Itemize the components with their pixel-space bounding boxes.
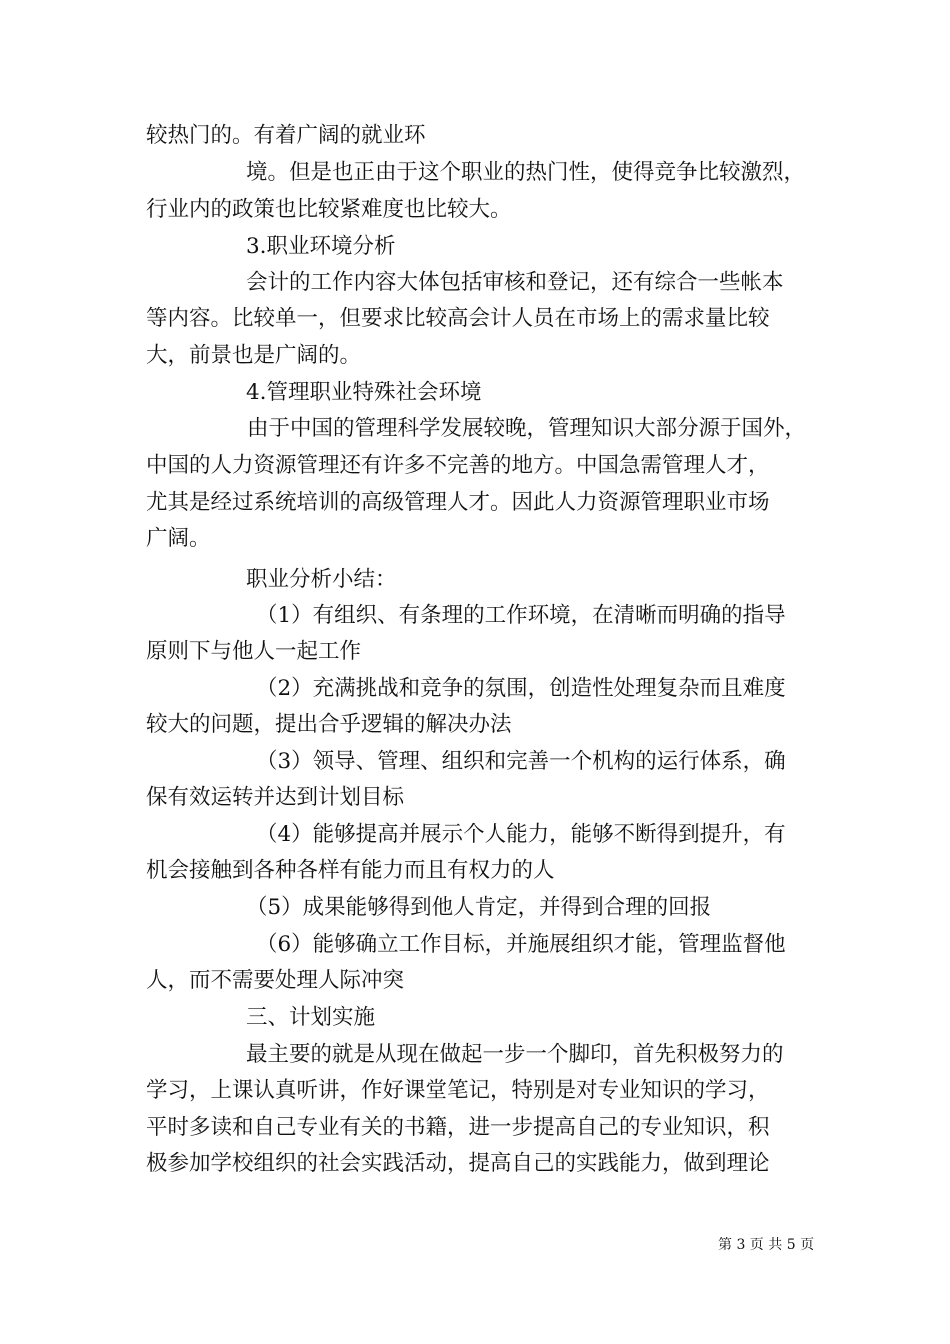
body-text-line: 最主要的就是从现在做起一步一个脚印，首先积极努力的 <box>246 1042 784 1067</box>
list-item-line: （3）领导、管理、组织和完善一个机构的运行体系，确 <box>256 749 786 774</box>
list-item-line: 保有效运转并达到计划目标 <box>146 785 405 810</box>
body-text-line: 会计的工作内容大体包括审核和登记，还有综合一些帐本 <box>246 270 784 295</box>
body-text-line: 行业内的政策也比较紧难度也比较大。 <box>146 197 512 222</box>
list-item-line: （2）充满挑战和竞争的氛围，创造性处理复杂而且难度 <box>256 676 786 701</box>
section-heading: 3.职业环境分析 <box>246 234 396 259</box>
body-text-line: 学习，上课认真听讲，作好课堂笔记，特别是对专业知识的学习， <box>146 1078 770 1103</box>
list-item-line: （5）成果能够得到他人肯定，并得到合理的回报 <box>246 895 712 920</box>
body-text-line: 由于中国的管理科学发展较晚，管理知识大部分源于国外， <box>247 416 807 441</box>
list-item-line: 人，而不需要处理人际冲突 <box>146 968 405 993</box>
list-item-line: （1）有组织、有条理的工作环境，在清晰而明确的指导 <box>256 603 786 628</box>
body-text-line: 较热门的。有着广阔的就业环 <box>146 123 426 148</box>
body-text-line: 尤其是经过系统培训的高级管理人才。因此人力资源管理职业市场 <box>146 490 770 515</box>
body-text-line: 平时多读和自己专业有关的书籍，进一步提高自己的专业知识，积 <box>146 1115 770 1140</box>
section-heading: 三、计划实施 <box>246 1005 376 1030</box>
section-heading: 职业分析小结： <box>246 567 397 592</box>
body-text-line: 境。但是也正由于这个职业的热门性，使得竞争比较激烈， <box>246 160 806 185</box>
section-heading: 4.管理职业特殊社会环境 <box>246 380 482 405</box>
list-item-line: 原则下与他人一起工作 <box>146 639 362 664</box>
list-item-line: 机会接触到各种各样有能力而且有权力的人 <box>146 858 555 883</box>
list-item-line: （4）能够提高并展示个人能力，能够不断得到提升，有 <box>256 822 786 847</box>
list-item-line: （6）能够确立工作目标，并施展组织才能，管理监督他 <box>256 932 786 957</box>
body-text-line: 等内容。比较单一，但要求比较高会计人员在市场上的需求量比较 <box>146 306 770 331</box>
page-number-footer: 第 3 页 共 5 页 <box>718 1237 815 1253</box>
body-text-line: 中国的人力资源管理还有许多不完善的地方。中国急需管理人才， <box>146 453 770 478</box>
body-text-line: 极参加学校组织的社会实践活动，提高自己的实践能力，做到理论 <box>146 1151 770 1176</box>
list-item-line: 较大的问题，提出合乎逻辑的解决办法 <box>146 712 512 737</box>
body-text-line: 大，前景也是广阔的。 <box>146 343 362 368</box>
body-text-line: 广阔。 <box>146 526 211 551</box>
